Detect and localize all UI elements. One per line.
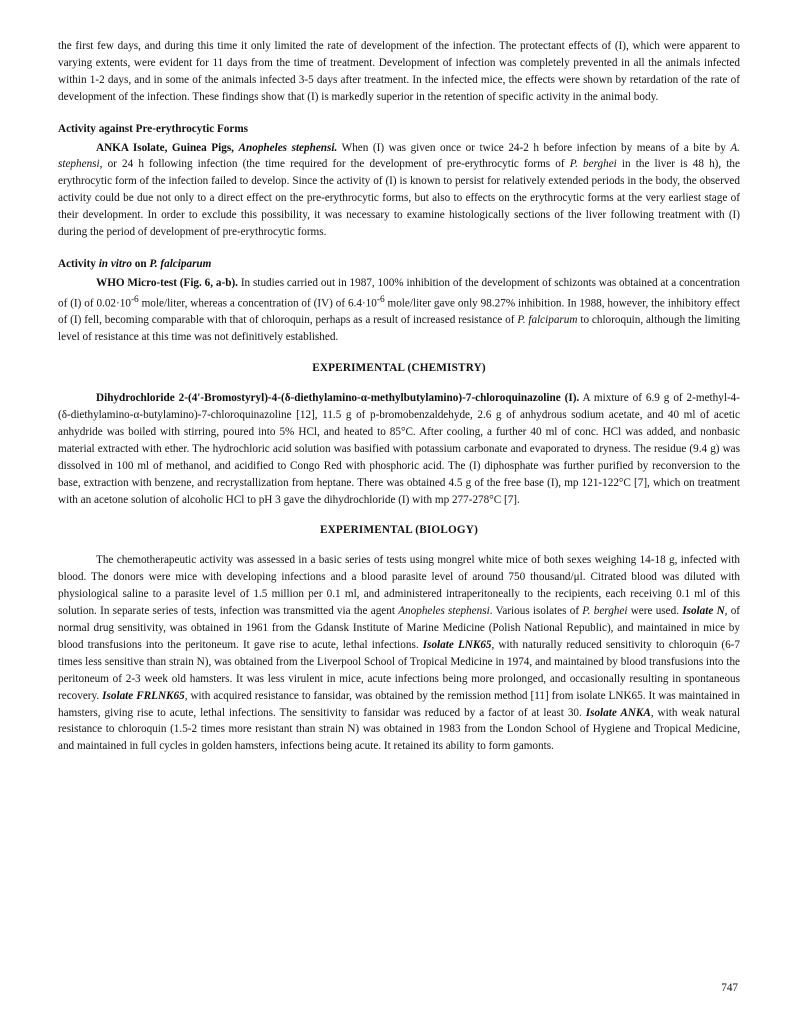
- text-run: When (I) was given once or twice 24-2 h before infection by means of a bite by: [337, 141, 731, 154]
- paragraph-anka-guinea-pigs: [58, 140, 740, 241]
- species-name: P. falciparum: [517, 314, 578, 327]
- text-run: , of normal drug sensitivity, was obtained in 1961 from the Gdansk Institute of Marine Medicine (Polish National Republic), and maintained in mice by blood transfusions into the peritoneum. It gave rise to acute, lethal infections.: [58, 605, 741, 651]
- paragraph-intro: the first few days, and during this time it only limited the rate of development of the infection. The protectant effects of (I), which were apparent to varying extents, were evident for 11 days from the time of treatment. Development of infection was completely prevented in all the animals infected within 1-2 days, and in some of the animals infected 3-5 days after treatment. In the infected mice, the effects were shown by retardation of the rate of development of the infection. These findings show that (I) is markedly superior in the retention of specific activity in the animal body.: [58, 40, 740, 103]
- heading-text: Activity: [58, 257, 99, 270]
- text-run: The chemotherapeutic activity was assessed in a basic series of tests using mongrel white mice of both sexes weighing 14-18 g, infected with blood. The donors were mice with developing infections and a blood parasite level of around 750 thousand/μl. Citrated blood was diluted with physiological saline to a parasite level of 1.5 million per 0.1 ml, and administered intraperitoneally to the recipients, each receiving 0.1 ml of this solution. In separate series of tests, infection was transmitted via the agent: [58, 554, 740, 618]
- page-body: [58, 38, 740, 755]
- text-run: , or 24 h following infection (the time required for the development of pre-erythrocytic forms of: [99, 158, 570, 171]
- isolate-name: Isolate N: [682, 605, 725, 618]
- text-run: mole/liter, whereas a concentration of (IV) of 6.4·10: [138, 297, 377, 310]
- species-name: P. berghei: [569, 158, 617, 171]
- run-in-heading-compound: Dihydrochloride 2-(4'-Bromostyryl)-4-(δ-diethylamino-α-methylbutylamino)-7-chloroquinazoline (I).: [96, 392, 580, 405]
- section-title-chemistry: EXPERIMENTAL (CHEMISTRY): [312, 362, 486, 375]
- text-run: In studies carried out in 1987, 100% inhibition of the development of schizonts was obtained at a concentration of (I) of 0.02·10: [58, 276, 741, 310]
- isolate-name: Isolate ANKA: [585, 706, 651, 719]
- isolate-name: Isolate LNK65: [422, 638, 492, 651]
- paragraph-biology-methods: [58, 552, 740, 755]
- text-run: , with weak natural resistance to chloroquin (1.5-2 times more resistant than strain N) was obtained in 1983 from the London School of Hygiene and Tropical Medicine, and maintained in full cycles in golden hamsters, infections being acute. It retained its ability to form gamonts.: [58, 706, 740, 753]
- heading-in-vitro: [58, 256, 740, 273]
- heading-text: on: [131, 257, 150, 270]
- heading-italic: in vitro: [98, 257, 132, 270]
- superscript: -6: [376, 294, 385, 305]
- species-name: A. stephensi: [58, 141, 740, 171]
- page-number: 747: [721, 982, 738, 994]
- species-name: P. berghei: [582, 605, 628, 618]
- run-in-heading-who: WHO Micro-test (Fig. 6, a-b).: [96, 276, 238, 289]
- section-title-biology: EXPERIMENTAL (BIOLOGY): [319, 524, 479, 537]
- text-run: were used.: [627, 605, 683, 618]
- paragraph-synthesis: [58, 390, 740, 508]
- run-in-italic: Anopheles stephensi.: [238, 141, 338, 154]
- text-run: . Various isolates of: [489, 605, 583, 618]
- species-name: Anopheles stephensi: [398, 605, 490, 618]
- isolate-name: Isolate FRLNK65: [102, 689, 185, 702]
- superscript: -6: [130, 294, 139, 305]
- text-run: , with naturally reduced sensitivity to chloroquin (6-7 times less sensitive than strain N), was obtained from the Liverpool School of Tropical Medicine in 1974, and maintained by blood transfusions into the peritoneum of 2-3 week old hamsters. It was less virulent in mice, acute infections being more prolonged, and occasionally resulting in spontaneous recovery.: [58, 638, 740, 702]
- text-run: A mixture of 6.9 g of 2-methyl-4-(δ-diethylamino-α-butylamino)-7-chloroquinazoline [12], 11.5 g of p-bromobenzaldehyde, 2.6 g of anhydrous sodium acetate, and 40 ml of acetic anhydride was boiled with stirring, poured into 5% HCl, and heated to 85°C. After cooling, a further 40 ml of conc. HCl was added, and nonbasic material extracted with ether. The hydrochloric acid solution was basified with potassium carbonate and evaporated to dryness. The residue (9.4 g) was dissolved in 100 ml of methanol, and acidified to Congo Red with phosphoric acid. The (I) diphosphate was further purified by reconversion to the base, extraction with benzene, and recrystallization from heptane. There was obtained 4.5 g of the free base (I), mp 121-122°C [7], which on treatment with an acetone solution of alcoholic HCl to pH 3 gave the dihydrochloride (I) with mp 277-278°C [7].: [58, 392, 740, 506]
- text-run: mole/liter gave only 98.27% inhibition. In 1988, however, the inhibitory effect of (I) fell, becoming comparable with that of chloroquin, perhaps as a result of increased resistance of: [58, 297, 740, 327]
- run-in-heading-anka: [96, 142, 337, 154]
- text-run: in the liver is 48 h), the erythrocytic form of the infection failed to develop. Since the activity of (I) is known to persist for relatively extended periods in the body, the observed activity could be due not only to a direct effect on the pre-erythrocytic forms, but also to effects on the erythrocytic forms at the very earliest stage of their development. In order to exclude this possibility, it was necessary to examine histologically sections of the liver following treatment with (I) during the period of development of pre-erythrocytic forms.: [58, 158, 740, 239]
- heading-pre-erythrocytic: Activity against Pre-erythrocytic Forms: [58, 122, 249, 135]
- text-run: , with acquired resistance to fansidar, was obtained by the remission method [11] from isolate LNK65. It was maintained in hamsters, giving rise to acute, lethal infections. The sensitivity to fansidar was reduced by a factor of at least 30.: [58, 689, 740, 719]
- text-run: to chloroquin, although the limiting level of resistance at this time was not definitively established.: [58, 314, 740, 344]
- run-in-text: ANKA Isolate, Guinea Pigs,: [96, 141, 239, 154]
- heading-italic: P. falciparum: [149, 257, 212, 270]
- paragraph-who-micro-test: [58, 275, 740, 346]
